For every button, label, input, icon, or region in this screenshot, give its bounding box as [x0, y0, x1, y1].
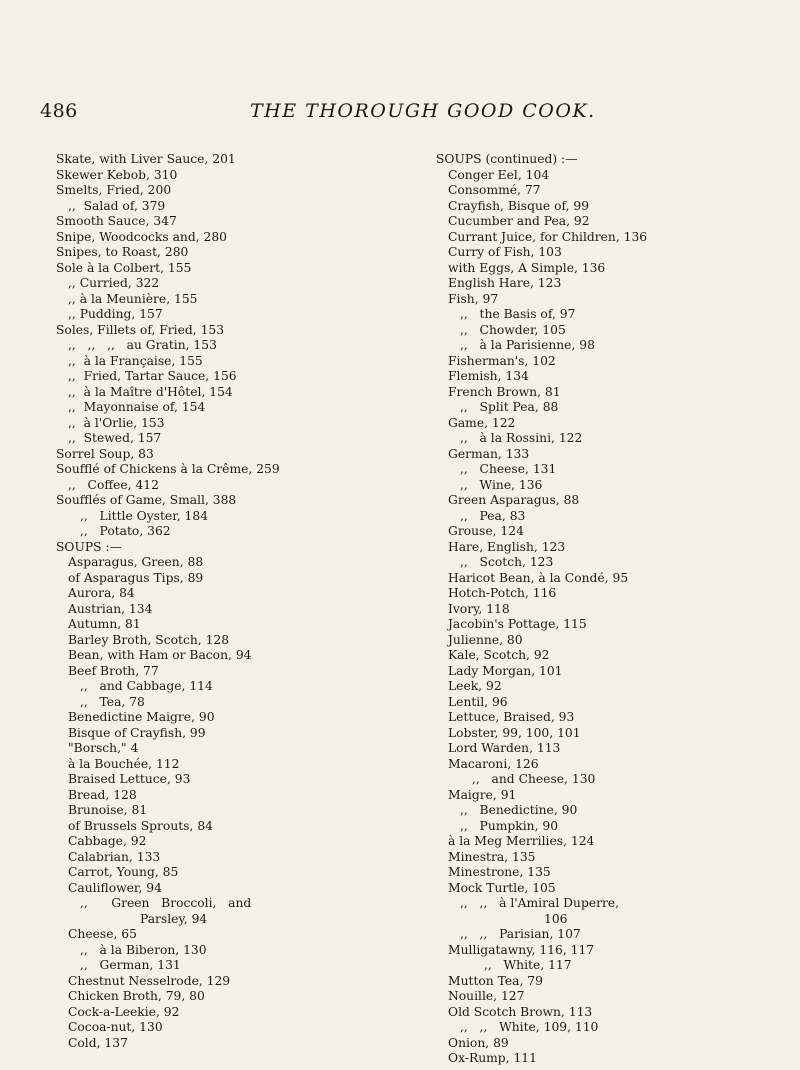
index-entry: Lobster, 99, 100, 101: [448, 725, 581, 740]
index-entry: Soles, Fillets of, Fried, 153: [56, 322, 225, 337]
index-entry: ,, and Cheese, 130: [472, 772, 596, 786]
index-entry: Mock Turtle, 105: [448, 880, 556, 895]
index-entry: Nouille, 127: [448, 989, 525, 1003]
index-entry: Parsley, 94: [140, 911, 208, 926]
index-entry: Lady Morgan, 101: [448, 663, 563, 678]
index-entry: Benedictine Maigre, 90: [68, 710, 215, 724]
index-entry: Barley Broth, Scotch, 128: [68, 632, 230, 647]
index-entry: ,, Scotch, 123: [460, 555, 554, 569]
index-entry: Skate, with Liver Sauce, 201: [56, 152, 236, 166]
index-entry: Conger Eel, 104: [448, 167, 550, 182]
index-entry: ,, Pea, 83: [460, 508, 526, 523]
index-entry: Cold, 137: [68, 1035, 128, 1050]
index-entry: Onion, 89: [448, 1035, 509, 1050]
index-entry: Currant Juice, for Children, 136: [448, 229, 648, 244]
index-entry: Smelts, Fried, 200: [56, 183, 172, 197]
index-entry: ,, ,, Parisian, 107: [460, 927, 581, 941]
index-entry: Beef Broth, 77: [68, 663, 159, 678]
index-entry: Fisherman's, 102: [448, 353, 556, 368]
index-entry: ,, Curried, 322: [68, 276, 160, 290]
index-entry: Jacobin's Pottage, 115: [448, 617, 587, 631]
index-entry: Bread, 128: [68, 787, 137, 802]
running-title: THE THOROUGH GOOD COOK.: [250, 100, 596, 122]
index-entry: ,, Pumpkin, 90: [460, 818, 559, 833]
index-entry: ,, à la Rossini, 122: [460, 431, 583, 445]
index-entry: ,, Stewed, 157: [68, 431, 162, 445]
index-entry: Old Scotch Brown, 113: [448, 1004, 593, 1019]
index-entry: ,, Coffee, 412: [68, 477, 159, 492]
index-entry: ,, German, 131: [80, 958, 181, 972]
index-entry: Cock-a-Leekie, 92: [68, 1004, 180, 1019]
index-entry: Austrian, 134: [68, 601, 153, 616]
index-entry: Ox-Rump, 111: [448, 1051, 537, 1065]
index-entry: ,, Wine, 136: [460, 477, 543, 492]
index-entry: ,, à la Maître d'Hôtel, 154: [68, 384, 233, 399]
index-entry: Aurora, 84: [68, 586, 135, 600]
index-entry: ,, Mayonnaise of, 154: [68, 400, 206, 414]
index-entry: Chicken Broth, 79, 80: [68, 989, 205, 1003]
page-number: 486: [40, 100, 78, 122]
index-entry: ,, à la Biberon, 130: [80, 942, 207, 957]
index-entry: Game, 122: [448, 415, 516, 430]
index-entry: ,, à l'Orlie, 153: [68, 415, 165, 430]
index-entry: ,, Benedictine, 90: [460, 803, 578, 817]
index-entry: Braised Lettuce, 93: [68, 772, 191, 786]
index-entry: ,, à la Parisienne, 98: [460, 338, 595, 352]
index-entry: Autumn, 81: [68, 617, 141, 631]
index-entry: Lettuce, Braised, 93: [448, 710, 575, 724]
page-header: [40, 100, 760, 130]
index-entry: Smooth Sauce, 347: [56, 214, 177, 228]
index-entry: Julienne, 80: [448, 632, 523, 647]
index-entry: ,, Split Pea, 88: [460, 400, 559, 414]
index-entry: "Borsch," 4: [68, 741, 139, 755]
index-entry: Maigre, 91: [448, 787, 517, 802]
index-entry: ,, ,, White, 109, 110: [460, 1020, 599, 1034]
index-entry: Chestnut Nesselrode, 129: [68, 973, 231, 988]
index-entry: Hotch-Potch, 116: [448, 586, 557, 600]
index-entry: ,, Tea, 78: [80, 694, 145, 709]
index-entry: Calabrian, 133: [68, 849, 161, 864]
index-entry: Lentil, 96: [448, 694, 508, 709]
index-entry: Flemish, 134: [448, 369, 529, 383]
index-entry: ,, à la Française, 155: [68, 353, 203, 368]
index-entry: Lord Warden, 113: [448, 741, 561, 755]
index-entry: à la Bouchée, 112: [68, 756, 180, 771]
index-entry: English Hare, 123: [448, 276, 562, 290]
index-entry: French Brown, 81: [448, 384, 561, 399]
index-entry: Soufflé of Chickens à la Crême, 259: [56, 462, 280, 476]
index-entry: Ivory, 118: [448, 601, 510, 616]
index-entry: Cabbage, 92: [68, 834, 147, 848]
index-entry: Brunoise, 81: [68, 803, 148, 817]
index-entry: Carrot, Young, 85: [68, 865, 179, 879]
index-column-left: [56, 152, 386, 1051]
index-entry: of Asparagus Tips, 89: [68, 570, 204, 585]
index-entry: Asparagus, Green, 88: [68, 555, 204, 569]
index-entry: ,, and Cabbage, 114: [80, 679, 213, 693]
index-entry: ,, Cheese, 131: [460, 462, 557, 476]
index-entry: Bisque of Crayfish, 99: [68, 725, 206, 740]
index-entry: Snipe, Woodcocks and, 280: [56, 229, 227, 244]
index-entry: Mutton Tea, 79: [448, 973, 543, 988]
index-entry: Soufflés of Game, Small, 388: [56, 493, 237, 507]
index-entry: ,, Salad of, 379: [68, 198, 166, 213]
index-entry: ,, Chowder, 105: [460, 322, 566, 337]
index-entry: ,, Potato, 362: [80, 524, 171, 538]
index-entry: Crayfish, Bisque of, 99: [448, 198, 590, 213]
index-entry: with Eggs, A Simple, 136: [448, 260, 606, 275]
index-column-right: [436, 152, 776, 1067]
index-entry: ,, Green Broccoli, and: [80, 896, 252, 910]
index-entry: Cauliflower, 94: [68, 880, 162, 895]
index-entry: ,, Pudding, 157: [68, 307, 163, 321]
index-entry: ,, Little Oyster, 184: [80, 508, 209, 523]
index-entry: 106: [544, 911, 568, 926]
index-entry: Green Asparagus, 88: [448, 493, 580, 507]
index-entry: Hare, English, 123: [448, 539, 566, 554]
index-entry: Cheese, 65: [68, 927, 137, 941]
index-entry: ,, à la Meunière, 155: [68, 291, 198, 306]
index-entry: Kale, Scotch, 92: [448, 648, 550, 662]
index-entry: Consommé, 77: [448, 183, 541, 197]
index-entry: ,, ,, ,, au Gratin, 153: [68, 338, 217, 352]
index-entry: Leek, 92: [448, 679, 502, 693]
index-entry: Snipes, to Roast, 280: [56, 245, 189, 259]
index-entry: Fish, 97: [448, 291, 499, 306]
index-entry: Skewer Kebob, 310: [56, 167, 178, 182]
index-entry: à la Meg Merrilies, 124: [448, 834, 595, 848]
index-entry: Mulligatawny, 116, 117: [448, 942, 595, 957]
index-entry: SOUPS (continued) :—: [436, 152, 578, 166]
index-entry: Cucumber and Pea, 92: [448, 214, 590, 228]
index-entry: Bean, with Ham or Bacon, 94: [68, 648, 252, 662]
index-entry: ,, ,, à l'Amiral Duperre,: [460, 896, 620, 910]
index-entry: of Brussels Sprouts, 84: [68, 818, 213, 833]
index-entry: ,, White, 117: [484, 958, 572, 972]
index-entry: Minestrone, 135: [448, 865, 551, 879]
index-entry: ,, the Basis of, 97: [460, 307, 576, 321]
index-entry: Cocoa-nut, 130: [68, 1020, 163, 1034]
index-entry: SOUPS :—: [56, 539, 122, 554]
index-entry: Minestra, 135: [448, 849, 536, 864]
index-entry: Sorrel Soup, 83: [56, 446, 154, 461]
index-entry: Sole à la Colbert, 155: [56, 260, 192, 275]
index-entry: Macaroni, 126: [448, 756, 539, 771]
index-entry: German, 133: [448, 446, 530, 461]
index-entry: Grouse, 124: [448, 524, 524, 538]
index-entry: ,, Fried, Tartar Sauce, 156: [68, 369, 237, 383]
index-entry: Curry of Fish, 103: [448, 245, 562, 259]
index-entry: Haricot Bean, à la Condé, 95: [448, 570, 629, 585]
